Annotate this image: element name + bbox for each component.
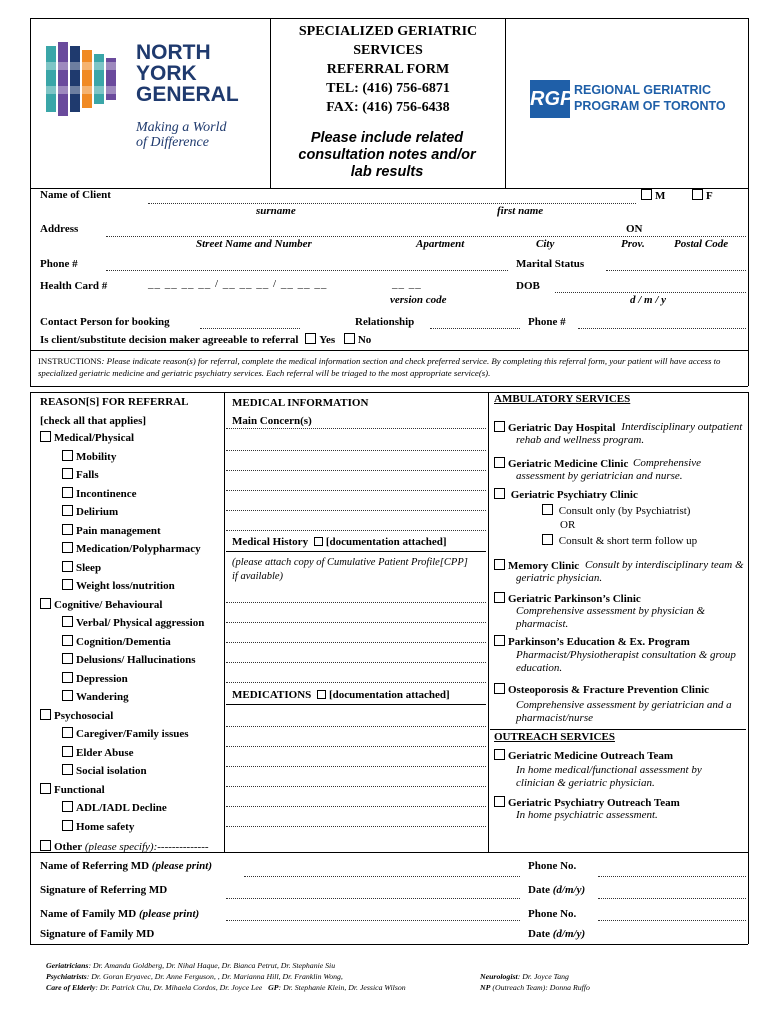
- referring-date-field[interactable]: [598, 898, 746, 899]
- footer-geriatricians: [46, 960, 406, 971]
- parkinsons-education-checkbox[interactable]: [494, 635, 505, 646]
- contact-phone-label: Phone #: [528, 316, 566, 328]
- main-col-divider-2: [488, 392, 489, 852]
- reason-item[interactable]: [40, 709, 113, 722]
- form-title: [272, 22, 504, 117]
- version-code-caption: version code: [390, 294, 447, 306]
- reason-checkbox[interactable]: [62, 579, 73, 590]
- medications-row: [232, 689, 450, 701]
- family-signature-label: Signature of Family MD: [40, 928, 155, 940]
- reason-item[interactable]: [62, 727, 189, 740]
- agreeable-question: Is client/substitute decision maker agreeable to referral: [40, 334, 299, 346]
- history-doc-checkbox[interactable]: [314, 537, 323, 546]
- medicine-clinic-name: Geriatric Medicine Clinic: [508, 458, 629, 470]
- reason-label: Cognitive/ Behavioural: [54, 598, 163, 611]
- postal-code-caption: Postal Code: [674, 238, 729, 250]
- reason-checkbox[interactable]: [40, 431, 51, 442]
- history-line-2[interactable]: [226, 622, 486, 623]
- family-phone-field[interactable]: [598, 920, 746, 921]
- version-code-field[interactable]: __ __: [392, 278, 422, 290]
- consult-only-label: Consult only (by Psychiatrist): [558, 505, 691, 517]
- rgp-logo-text: [574, 82, 726, 114]
- np-names: (Outreach Team): Donna Ruffo: [490, 983, 590, 992]
- female-option[interactable]: [692, 189, 713, 202]
- fax-number: FAX: (416) 756-6438: [326, 100, 450, 115]
- notice-line-1: Please include related: [310, 130, 464, 146]
- day-hospital-desc-wrap: [516, 421, 746, 447]
- service-osteoporosis[interactable]: [494, 683, 709, 696]
- relationship-field[interactable]: [430, 328, 520, 329]
- agreeable-no-checkbox[interactable]: [344, 333, 355, 344]
- reason-checkbox[interactable]: [62, 524, 73, 535]
- reason-label: Social isolation: [76, 765, 147, 777]
- history-line-4[interactable]: [226, 662, 486, 663]
- family-date-row: [528, 928, 585, 940]
- medications-line-3[interactable]: [226, 766, 486, 767]
- osteoporosis-checkbox[interactable]: [494, 683, 505, 694]
- memory-clinic-desc: Consult by interdisciplinary team & geriatric physician.: [516, 559, 744, 584]
- reason-checkbox[interactable]: [62, 727, 73, 738]
- reason-item[interactable]: [62, 468, 99, 481]
- medical-info-heading: MEDICAL INFORMATION: [232, 397, 369, 409]
- parkinsons-education-name: Parkinson’s Education & Ex. Program: [508, 636, 690, 648]
- nyg-logo-mark: [44, 42, 124, 118]
- reason-checkbox[interactable]: [62, 820, 73, 831]
- footer-psychiatrists: [46, 971, 406, 982]
- parkinsons-education-desc: Pharmacist/Physiotherapist consultation & group education.: [516, 649, 736, 674]
- main-concern-line-3[interactable]: [226, 470, 486, 471]
- reason-item[interactable]: [62, 579, 175, 592]
- reason-checkbox[interactable]: [62, 616, 73, 627]
- notice-line-3: lab results: [350, 164, 424, 180]
- rgp-logo-badge: RGP: [530, 80, 570, 118]
- male-option[interactable]: [641, 189, 665, 202]
- medical-history-label: Medical History: [232, 536, 309, 548]
- marital-status-label: Marital Status: [516, 258, 585, 270]
- reason-label: Home safety: [76, 820, 135, 833]
- reason-label: ADL/IADL Decline: [76, 802, 167, 814]
- instructions-right-border: [748, 350, 749, 386]
- service-psychiatry-clinic[interactable]: [494, 488, 638, 501]
- agreeable-yes-label: Yes: [319, 334, 336, 346]
- attachment-notice: [262, 130, 512, 181]
- reason-label: Incontinence: [76, 487, 137, 500]
- day-hospital-checkbox[interactable]: [494, 421, 505, 432]
- male-checkbox[interactable]: [641, 189, 652, 200]
- header-top-border: [30, 18, 748, 19]
- nyg-logo-line-3: GENERAL: [136, 83, 239, 106]
- reason-checkbox[interactable]: [62, 635, 73, 646]
- reason-label: Delusions/ Hallucinations: [76, 654, 196, 666]
- geriatricians-label: Geriatricians: [46, 961, 89, 970]
- reason-checkbox[interactable]: [62, 450, 73, 461]
- history-divider: [226, 551, 486, 552]
- family-date-format: (d/m/y): [552, 928, 586, 940]
- name-of-client-label: Name of Client: [40, 189, 111, 201]
- neuro-names: : Dr. Joyce Tang: [517, 972, 569, 981]
- nyg-logo-line-1: NORTH: [136, 41, 211, 64]
- medications-line-4[interactable]: [226, 786, 486, 787]
- street-caption: Street Name and Number: [196, 238, 312, 250]
- signature-left-border: [30, 852, 31, 944]
- medicine-clinic-checkbox[interactable]: [494, 457, 505, 468]
- outreach-heading: OUTREACH SERVICES: [494, 731, 615, 743]
- service-psychiatry-outreach[interactable]: [494, 796, 680, 809]
- reasons-check-all: [check all that applies]: [40, 415, 147, 427]
- reason-checkbox[interactable]: [62, 505, 73, 516]
- psychiatry-clinic-name: Geriatric Psychiatry Clinic: [510, 489, 638, 501]
- family-date-label: Date: [528, 928, 550, 940]
- male-label: M: [655, 190, 666, 202]
- title-line-3: REFERRAL FORM: [326, 62, 450, 77]
- reason-checkbox[interactable]: [62, 801, 73, 812]
- reason-label: Medical/Physical: [54, 432, 135, 444]
- dob-label: DOB: [516, 280, 540, 292]
- gp-label: GP: [268, 983, 279, 992]
- reason-item[interactable]: [62, 690, 129, 703]
- reason-label: Medication/Polypharmacy: [76, 543, 201, 555]
- medications-doc-checkbox[interactable]: [317, 690, 326, 699]
- agreeable-no-label: No: [357, 334, 372, 346]
- reason-label: Delirium: [76, 506, 119, 518]
- reason-label: Wandering: [76, 691, 129, 703]
- main-top: [30, 392, 748, 393]
- reason-item[interactable]: [62, 450, 116, 463]
- reason-checkbox[interactable]: [40, 709, 51, 720]
- female-label: F: [706, 190, 713, 202]
- reason-label: Cognition/Dementia: [76, 635, 171, 648]
- reason-other-label: Other: [54, 841, 83, 853]
- main-concern-line-1[interactable]: [226, 428, 486, 429]
- instructions-text: : Please indicate reason(s) for referral, complete the medical information section and check preferred service. By completing this referral form, your patient will have access to specialized geriatric medicine and geriatric psychiatry services. Each referral will be triaged to the most appropriate service(s).: [38, 356, 721, 378]
- rgp-line-1: REGIONAL GERIATRIC: [574, 83, 712, 97]
- agreeable-row: [40, 333, 371, 346]
- family-md-name-field[interactable]: [226, 920, 520, 921]
- day-hospital-name: Geriatric Day Hospital: [508, 422, 616, 434]
- prov-caption: Prov.: [621, 238, 645, 250]
- ambulatory-heading: AMBULATORY SERVICES: [494, 393, 631, 405]
- memory-clinic-name: Memory Clinic: [508, 560, 580, 572]
- main-concern-line-4[interactable]: [226, 490, 486, 491]
- consult-followup-label: Consult & short term follow up: [558, 535, 698, 547]
- nyg-tagline-line-1: Making a World: [136, 120, 227, 135]
- medical-history-note: (please attach copy of Cumulative Patient Profile[CPP] if available): [232, 557, 468, 582]
- footer-np: [480, 982, 590, 993]
- reason-label: Pain management: [76, 524, 161, 537]
- reason-item[interactable]: [62, 672, 128, 685]
- main-concern-line-6[interactable]: [226, 530, 486, 531]
- osteoporosis-desc: Comprehensive assessment by geriatrician and a pharmacist/nurse: [516, 699, 732, 724]
- client-name-field[interactable]: [148, 203, 636, 204]
- memory-clinic-desc-wrap: [516, 559, 746, 585]
- referring-md-name-field[interactable]: [244, 876, 520, 877]
- main-col-divider-1: [224, 392, 225, 852]
- referring-phone-field[interactable]: [598, 876, 746, 877]
- client-left-border: [30, 188, 31, 350]
- reason-item[interactable]: [40, 598, 162, 611]
- parkinsons-clinic-desc: Comprehensive assessment by physician & pharmacist.: [516, 605, 706, 630]
- day-hospital-desc: Interdisciplinary outpatient rehab and wellness program.: [516, 421, 743, 446]
- reason-item[interactable]: [62, 820, 134, 833]
- signature-top: [30, 852, 748, 853]
- reason-item[interactable]: [62, 764, 147, 777]
- psychiatrists-names: : Dr. Goran Eryavec, Dr. Anne Ferguson, , Dr. Marianna Hill, Dr. Franklin Wong,: [86, 972, 343, 981]
- reason-item[interactable]: [62, 746, 134, 759]
- reason-label: Falls: [76, 469, 99, 481]
- dob-field[interactable]: [555, 292, 746, 293]
- reason-item[interactable]: [62, 616, 204, 629]
- family-phone-label: Phone No.: [528, 908, 577, 920]
- referring-phone-label: Phone No.: [528, 860, 577, 872]
- psychiatry-outreach-checkbox[interactable]: [494, 796, 505, 807]
- reason-checkbox[interactable]: [62, 468, 73, 479]
- outreach-divider: [490, 729, 746, 730]
- medications-label: MEDICATIONS: [232, 689, 312, 701]
- phone-field[interactable]: [106, 270, 508, 271]
- footer-staff-list: [46, 960, 406, 993]
- marital-status-field[interactable]: [606, 270, 746, 271]
- medical-history-row: [232, 536, 447, 548]
- medicine-outreach-name: Geriatric Medicine Outreach Team: [508, 750, 674, 762]
- footer-specialists: [480, 971, 590, 993]
- medications-doc-label: [documentation attached]: [329, 689, 450, 701]
- signature-bottom: [30, 944, 748, 945]
- reason-item[interactable]: [62, 542, 201, 555]
- address-label: Address: [40, 223, 79, 235]
- psych-consult-only[interactable]: [542, 504, 690, 517]
- contact-phone-field[interactable]: [578, 328, 746, 329]
- client-right-border: [748, 188, 749, 350]
- reason-label: Psychosocial: [54, 709, 114, 722]
- parkinsons-clinic-name: Geriatric Parkinson’s Clinic: [508, 593, 641, 605]
- province-value: ON: [626, 223, 643, 235]
- header-right-border: [748, 18, 749, 188]
- female-checkbox[interactable]: [692, 189, 703, 200]
- reason-checkbox[interactable]: [62, 764, 73, 775]
- family-md-label: Name of Family MD: [40, 908, 137, 920]
- reason-item[interactable]: [40, 431, 134, 444]
- instructions-left-border: [30, 350, 31, 386]
- dob-format-caption: d / m / y: [630, 294, 667, 306]
- health-card-field[interactable]: __ __ __ __ / __ __ __ / __ __ __: [148, 278, 328, 290]
- gp-names: : Dr. Stephanie Klein, Dr. Jessica Wilson: [278, 983, 406, 992]
- nyg-logo-text: [136, 42, 239, 105]
- main-concern-line-5[interactable]: [226, 510, 486, 511]
- referring-date-label: Date: [528, 884, 550, 896]
- footer-neuro: [480, 971, 590, 982]
- care-label: Care of Elderly: [46, 983, 96, 992]
- reason-checkbox[interactable]: [40, 598, 51, 609]
- apartment-caption: Apartment: [416, 238, 465, 250]
- referring-md-row: [40, 860, 212, 872]
- referring-md-label: Name of Referring MD: [40, 860, 150, 872]
- history-line-1[interactable]: [226, 602, 486, 603]
- referring-signature-field[interactable]: [226, 898, 520, 899]
- medications-line-5[interactable]: [226, 806, 486, 807]
- reason-label: Mobility: [76, 450, 117, 463]
- main-concern-line-2[interactable]: [226, 450, 486, 451]
- family-md-row: [40, 908, 199, 920]
- reason-label: Caregiver/Family issues: [76, 728, 189, 740]
- osteoporosis-name: Osteoporosis & Fracture Prevention Clinic: [508, 684, 710, 696]
- reason-checkbox[interactable]: [62, 672, 73, 683]
- np-label: NP: [480, 983, 491, 992]
- referring-signature-label: Signature of Referring MD: [40, 884, 168, 896]
- service-parkinsons-education[interactable]: [494, 635, 690, 648]
- reason-checkbox[interactable]: [62, 542, 73, 553]
- parkinsons-clinic-checkbox[interactable]: [494, 592, 505, 603]
- tel-number: TEL: (416) 756-6871: [326, 81, 450, 96]
- medicine-outreach-checkbox[interactable]: [494, 749, 505, 760]
- city-caption: City: [536, 238, 555, 250]
- contact-person-label: Contact Person for booking: [40, 316, 170, 328]
- neuro-label: Neurologist: [480, 972, 518, 981]
- medicine-outreach-desc: In home medical/functional assessment by clinician & geriatric physician.: [516, 764, 702, 789]
- reason-checkbox[interactable]: [62, 487, 73, 498]
- psychiatrists-label: Psychiatrists: [46, 972, 87, 981]
- reason-item[interactable]: [62, 505, 118, 518]
- memory-clinic-checkbox[interactable]: [494, 559, 505, 570]
- title-line-2: SERVICES: [353, 43, 423, 58]
- reason-other-hint: (please specify):--------------: [82, 841, 209, 853]
- footer-care-gp: [46, 982, 406, 993]
- consult-followup-checkbox[interactable]: [542, 534, 553, 545]
- main-left-border: [30, 392, 31, 852]
- health-card-label: Health Card #: [40, 280, 108, 292]
- reasons-heading: REASON[S] FOR REFERRAL: [40, 396, 189, 408]
- nyg-tagline-line-2: of Difference: [136, 135, 209, 150]
- psychiatry-outreach-desc: In home psychiatric assessment.: [516, 809, 658, 821]
- rgp-line-2: PROGRAM OF TORONTO: [574, 99, 726, 113]
- reason-checkbox[interactable]: [62, 561, 73, 572]
- instructions-block: [38, 356, 744, 379]
- reason-item[interactable]: [62, 653, 196, 666]
- history-line-5[interactable]: [226, 682, 486, 683]
- reason-label: Sleep: [76, 561, 102, 574]
- reason-checkbox[interactable]: [62, 746, 73, 757]
- reason-label: Depression: [76, 672, 128, 685]
- reason-checkbox[interactable]: [40, 783, 51, 794]
- reason-item[interactable]: [62, 801, 167, 814]
- agreeable-yes-checkbox[interactable]: [305, 333, 316, 344]
- medications-line-6[interactable]: [226, 826, 486, 827]
- main-right-border: [748, 392, 749, 852]
- reason-item[interactable]: [62, 561, 101, 574]
- medications-line-1[interactable]: [226, 726, 486, 727]
- consult-only-checkbox[interactable]: [542, 504, 553, 515]
- family-md-print-hint: (please print): [138, 908, 200, 920]
- title-line-1: SPECIALIZED GERIATRIC: [298, 24, 478, 39]
- notice-line-2: consultation notes and/or: [298, 147, 476, 163]
- nyg-logo-line-2: YORK: [136, 62, 197, 85]
- psych-consult-followup[interactable]: [542, 534, 697, 547]
- history-doc-label: [documentation attached]: [325, 536, 447, 548]
- instructions-label: INSTRUCTIONS: [38, 356, 102, 366]
- reason-item[interactable]: [62, 524, 161, 537]
- nyg-tagline: [136, 120, 226, 150]
- referring-date-row: [528, 884, 585, 896]
- reason-item[interactable]: [62, 487, 137, 500]
- first-name-caption: first name: [497, 205, 544, 217]
- reason-checkbox[interactable]: [62, 653, 73, 664]
- psychiatry-clinic-checkbox[interactable]: [494, 488, 505, 499]
- reason-item[interactable]: [40, 783, 105, 796]
- surname-caption: surname: [256, 205, 296, 217]
- reason-other-checkbox[interactable]: [40, 840, 51, 851]
- referring-date-format: (d/m/y): [552, 884, 586, 896]
- main-concern-label: Main Concern(s): [232, 415, 312, 427]
- reason-label: Weight loss/nutrition: [76, 580, 175, 592]
- instructions-bottom: [30, 386, 748, 387]
- psychiatry-outreach-name: Geriatric Psychiatry Outreach Team: [508, 797, 680, 809]
- signature-right-border: [748, 852, 749, 944]
- contact-person-field[interactable]: [200, 328, 300, 329]
- care-names: : Dr. Patrick Chu, Dr. Mihaela Cordos, Dr. Joyce Lee: [95, 983, 263, 992]
- service-medicine-outreach[interactable]: [494, 749, 673, 762]
- medicine-clinic-desc-wrap: [516, 457, 746, 483]
- medications-divider: [226, 704, 486, 705]
- header-left-border: [30, 18, 31, 188]
- relationship-label: Relationship: [355, 316, 415, 328]
- medications-line-2[interactable]: [226, 746, 486, 747]
- reason-label: Elder Abuse: [76, 746, 134, 759]
- instructions-top: [30, 350, 748, 351]
- referring-md-print-hint: (please print): [151, 860, 212, 872]
- reason-label: Verbal/ Physical aggression: [76, 617, 205, 629]
- service-parkinsons-clinic[interactable]: [494, 592, 641, 605]
- psych-or-label: OR: [560, 519, 576, 531]
- geriatricians-names: : Dr. Amanda Goldberg, Dr. Nihal Haque, Dr. Bianca Petrut, Dr. Stephanie Siu: [88, 961, 336, 970]
- reason-item[interactable]: [62, 635, 171, 648]
- phone-label: Phone #: [40, 258, 78, 270]
- history-line-3[interactable]: [226, 642, 486, 643]
- reason-label: Functional: [54, 783, 105, 796]
- reason-checkbox[interactable]: [62, 690, 73, 701]
- address-field[interactable]: [106, 236, 746, 237]
- medicine-clinic-desc: Comprehensive assessment by geriatrician and nurse.: [516, 457, 702, 482]
